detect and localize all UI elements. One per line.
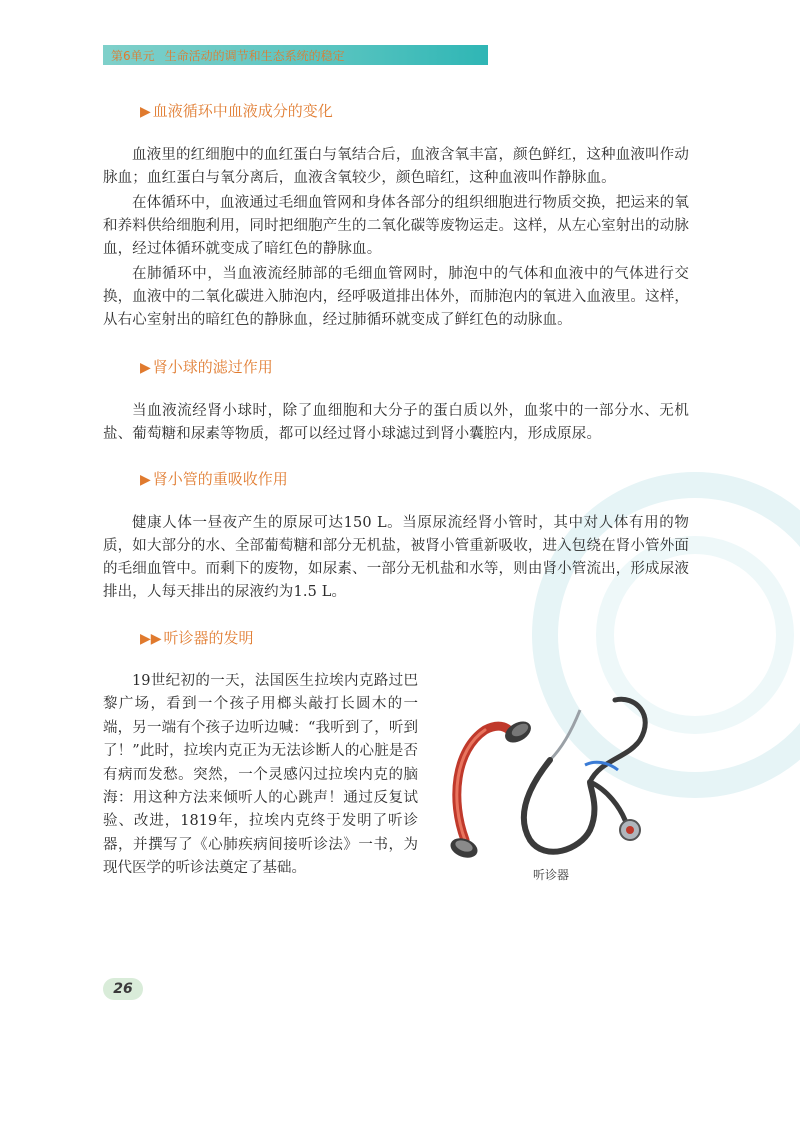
paragraph: 当血液流经肾小球时，除了血细胞和大分子的蛋白质以外，血浆中的一部分水、无机盐、葡萄糖和尿素等物质，都可以经过肾小球滤过到肾小囊腔内，形成原尿。 — [103, 403, 689, 442]
section-title-reabsorption: ▶ 肾小管的重吸收作用 — [140, 470, 288, 488]
chapter-title: 生命活动的调节和生态系统的稳定 — [164, 48, 345, 63]
paragraph: 健康人体一昼夜产生的原尿可达150 L。当原尿流经肾小管时，其中对人体有用的物质，如大部分的水、全部葡萄糖和部分无机盐，被肾小管重新吸收，进入包绕在肾小管外面的毛细血管中。而剩下的废物，如尿素、一部分无机盐和水等，则由肾小管流出，形成尿液排出，人每天排出的尿液约为1.5 L。 — [103, 515, 689, 600]
paragraph: 血液里的红细胞中的血红蛋白与氧结合后，血液含氧丰富，颜色鲜红，这种血液叫作动脉血；血红蛋白与氧分离后，血液含氧较少，颜色暗红，这种血液叫作静脉血。 — [103, 147, 689, 186]
unit-label: 第6单元 — [111, 48, 155, 63]
stethoscope-illustration — [430, 690, 670, 870]
story-paragraph: 19世纪初的一天，法国医生拉埃内克路过巴黎广场，看到一个孩子用榔头敲打长圆木的一端，另一端有个孩子边听边喊：“我听到了，听到了！”此时，拉埃内克正为无法诊断人的心脏是否有病而发愁。突然，一个灵感闪过拉埃内克的脑海：用这种方法来倾听人的心跳声！通过反复试验、改进，1819年，拉埃内克终于发明了听诊器，并撰写了《心肺疾病间接听诊法》一书，为现代医学的听诊法奠定了基础。 — [103, 673, 418, 877]
triangle-bullet-icon: ▶ — [140, 360, 151, 376]
triangle-bullet-icon: ▶ — [140, 472, 151, 488]
section-title-stethoscope: ▶▶ 听诊器的发明 — [140, 629, 254, 647]
section-title-blood-composition: ▶ 血液循环中血液成分的变化 — [140, 102, 333, 120]
chapter-header — [103, 45, 488, 65]
paragraph: 在体循环中，血液通过毛细血管网和身体各部分的组织细胞进行物质交换，把运来的氧和养料供给细胞利用，同时把细胞产生的二氧化碳等废物运走。这样，从左心室射出的动脉血，经过体循环就变成了暗红色的静脉血。 — [103, 195, 689, 257]
figure-caption: 听诊器 — [533, 868, 570, 882]
section-title-glomerulus: ▶ 肾小球的滤过作用 — [140, 358, 273, 376]
triangle-bullet-icon: ▶▶ — [140, 631, 162, 647]
triangle-bullet-icon: ▶ — [140, 104, 151, 120]
paragraph: 在肺循环中，当血液流经肺部的毛细血管网时，肺泡中的气体和血液中的气体进行交换，血液中的二氧化碳进入肺泡内，经呼吸道排出体外，而肺泡内的氧进入血液里。这样，从右心室射出的暗红色的静脉血，经过肺循环就变成了鲜红色的动脉血。 — [103, 266, 689, 328]
page-number: 26 — [103, 978, 143, 1000]
